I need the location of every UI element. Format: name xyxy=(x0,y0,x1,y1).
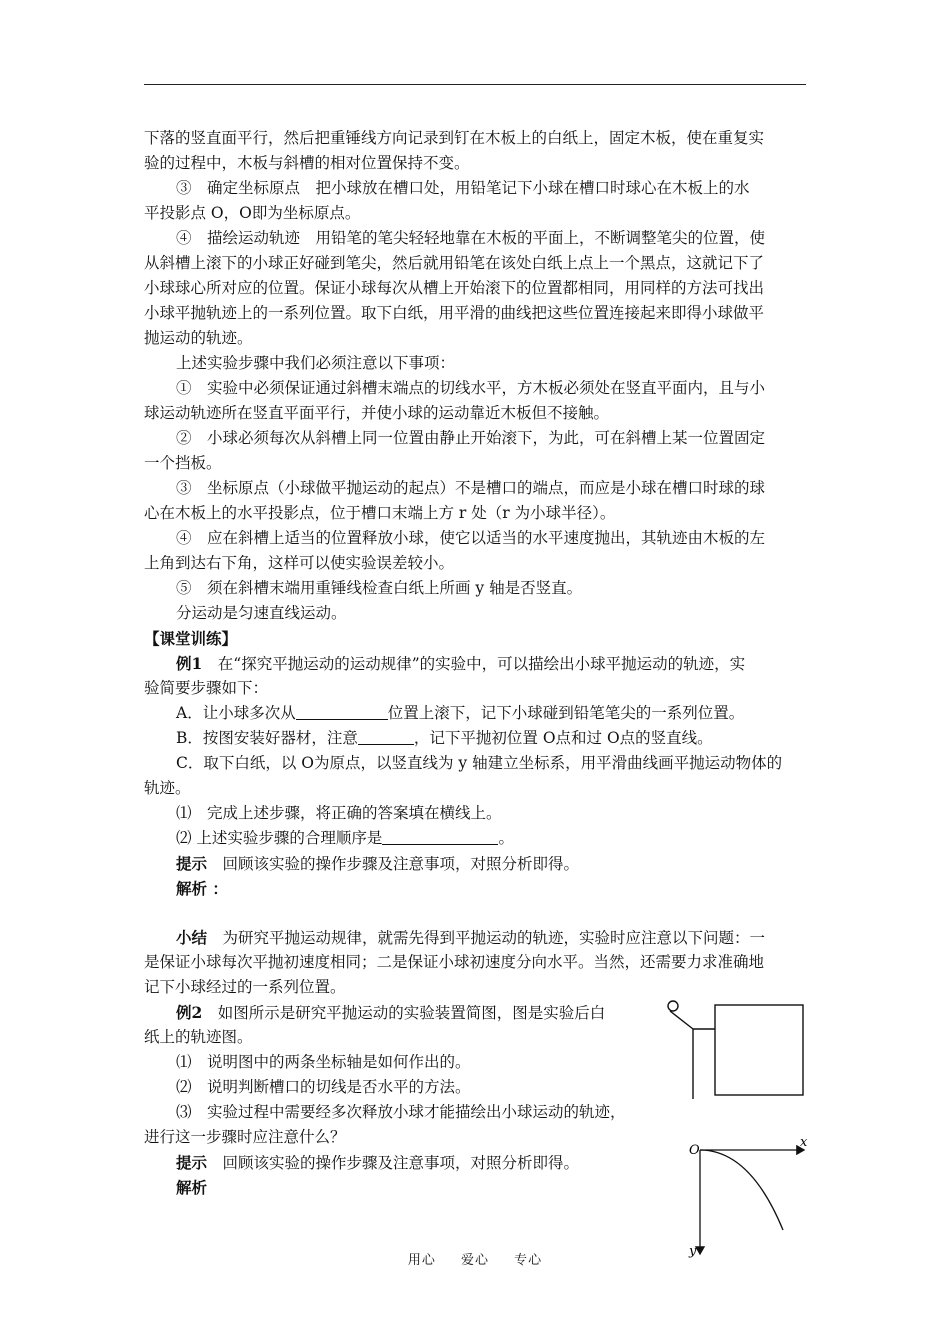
x-axis-label: x xyxy=(800,1135,808,1150)
answer-blank-b[interactable] xyxy=(358,728,414,745)
text-line: ④ 描绘运动轨迹 用铅笔的笔尖轻轻地靠在木板的平面上，不断调整笔尖的位置，使 xyxy=(176,229,766,247)
example-label: 例2 xyxy=(176,1003,203,1022)
analysis-label: 解析 ： xyxy=(176,879,228,898)
section-heading: 【课堂训练】 xyxy=(144,629,238,648)
text-segment: 回顾该实验的操作步骤及注意事项，对照分析即得。 xyxy=(207,1154,580,1172)
example-label: 例1 xyxy=(176,654,203,673)
text-line: 小球平抛轨迹上的一系列位置。取下白纸，用平滑的曲线把这些位置连接起来即得小球做平 xyxy=(144,304,765,322)
text-segment: A．让小球多次从 xyxy=(176,704,296,722)
text-line: 下落的竖直面平行，然后把重锤线方向记录到钉在木板上的白纸上，固定木板，使在重复实 xyxy=(144,129,765,147)
text-line: 球运动轨迹所在竖直平面平行，并使小球的运动靠近木板但不接触。 xyxy=(144,404,610,422)
trajectory-graph xyxy=(680,1130,820,1260)
text-line: 一个挡板。 xyxy=(144,454,222,472)
text-line: ⑤ 须在斜槽末端用重锤线检查白纸上所画 y 轴是否竖直。 xyxy=(176,579,583,597)
footer-text: 用心 xyxy=(407,1253,436,1268)
question-2 xyxy=(176,826,838,851)
hint-line xyxy=(176,851,838,877)
apparatus-diagram xyxy=(660,995,810,1105)
summary-line xyxy=(176,925,838,951)
hint-label: 提示 xyxy=(176,854,208,873)
text-segment: B．按图安装好器材，注意 xyxy=(176,729,358,747)
text-line: 心在木板上的水平投影点，位于槽口末端上方 r 处（r 为小球半径）。 xyxy=(144,504,616,522)
footer-text: 专心 xyxy=(514,1253,543,1268)
text-line: 从斜槽上滚下的小球正好碰到笔尖，然后就用铅笔在该处白纸上点上一个黑点，这就记下了 xyxy=(144,254,765,272)
text-line: 平投影点 O，O即为坐标原点。 xyxy=(144,204,361,222)
y-axis-label: y xyxy=(689,1244,697,1259)
text-segment: 。 xyxy=(498,829,514,847)
text-line: 上角到达右下角，这样可以使实验误差较小。 xyxy=(144,554,455,572)
question-1: ⑴ 说明图中的两条坐标轴是如何作出的。 xyxy=(176,1053,471,1071)
text-line: C．取下白纸，以 O为原点，以竖直线为 y 轴建立坐标系，用平滑曲线画平抛运动物体的 xyxy=(176,754,783,772)
hint-label: 提示 xyxy=(176,1153,208,1172)
question-2: ⑵ 说明判断槽口的切线是否水平的方法。 xyxy=(176,1078,471,1096)
text-line: 验简要步骤如下： xyxy=(144,679,269,697)
text-line: 验的过程中，木板与斜槽的相对位置保持不变。 xyxy=(144,154,470,172)
question-3: ⑶ 实验过程中需要经多次释放小球才能描绘出小球运动的轨迹， xyxy=(176,1103,626,1121)
footer-text: 爱心 xyxy=(460,1253,489,1268)
page-footer xyxy=(0,1249,950,1268)
text-line: ② 小球必须每次从斜槽上同一位置由静止开始滚下，为此，可在斜槽上某一位置固定 xyxy=(176,429,766,447)
text-segment: ，记下平抛初位置 O点和过 O点的竖直线。 xyxy=(413,729,713,747)
text-line: ③ 确定坐标原点 把小球放在槽口处，用铅笔记下小球在槽口时球心在木板上的水 xyxy=(176,179,750,197)
text-segment: 位置上滚下，记下小球碰到铅笔笔尖的一系列位置。 xyxy=(387,704,745,722)
text-segment: ⑵ 上述实验步骤的合理顺序是 xyxy=(176,829,383,847)
example-1-intro xyxy=(176,651,838,677)
text-line: 记下小球经过的一系列位置。 xyxy=(144,978,346,996)
ramp-line xyxy=(670,1011,693,1029)
text-segment: 回顾该实验的操作步骤及注意事项，对照分析即得。 xyxy=(207,855,580,873)
ball-icon xyxy=(668,1001,678,1011)
hint-line xyxy=(176,1150,696,1176)
header-rule xyxy=(144,84,806,85)
question-1: ⑴ 完成上述步骤，将正确的答案填在横线上。 xyxy=(176,804,502,822)
board-rect xyxy=(715,1005,803,1095)
text-line: 小球球心所对应的位置。保证小球每次从槽上开始滚下的位置都相同，用同样的方法可找出 xyxy=(144,279,765,297)
trajectory-curve xyxy=(700,1150,783,1230)
text-segment: 为研究平抛运动规律，就需先得到平抛运动的轨迹，实验时应注意以下问题：一 xyxy=(207,929,766,947)
answer-blank-order[interactable] xyxy=(382,828,498,845)
text-line: 是保证小球每次平抛初速度相同；二是保证小球初速度分向水平。当然，还需要力求准确地 xyxy=(144,953,765,971)
text-line: ④ 应在斜槽上适当的位置释放小球，使它以适当的水平速度抛出，其轨迹由木板的左 xyxy=(176,529,766,547)
text-line: 轨迹。 xyxy=(144,779,191,797)
answer-blank-a[interactable] xyxy=(296,703,388,720)
text-line: 上述实验步骤中我们必须注意以下事项： xyxy=(176,354,456,372)
text-line: 进行这一步骤时应注意什么？ xyxy=(144,1128,346,1146)
text-segment: 在“探究平抛运动的运动规律”的实验中，可以描绘出小球平抛运动的轨迹，实 xyxy=(202,655,746,673)
origin-label: O xyxy=(689,1143,700,1158)
text-line: 分运动是匀速直线运动。 xyxy=(176,604,347,622)
step-a xyxy=(176,701,838,726)
text-line: 纸上的轨迹图。 xyxy=(144,1028,253,1046)
analysis-label: 解析 xyxy=(176,1178,208,1197)
summary-label: 小结 xyxy=(176,928,208,947)
text-segment: 如图所示是研究平抛运动的实验装置简图，图是实验后白 xyxy=(202,1004,606,1022)
example-2-intro xyxy=(176,1000,696,1026)
text-line: ③ 坐标原点（小球做平抛运动的起点）不是槽口的端点，而应是小球在槽口时球的球 xyxy=(176,479,766,497)
text-line: ① 实验中必须保证通过斜槽末端点的切线水平，方木板必须处在竖直平面内，且与小 xyxy=(176,379,766,397)
text-line: 抛运动的轨迹。 xyxy=(144,329,253,347)
step-b xyxy=(176,726,838,751)
